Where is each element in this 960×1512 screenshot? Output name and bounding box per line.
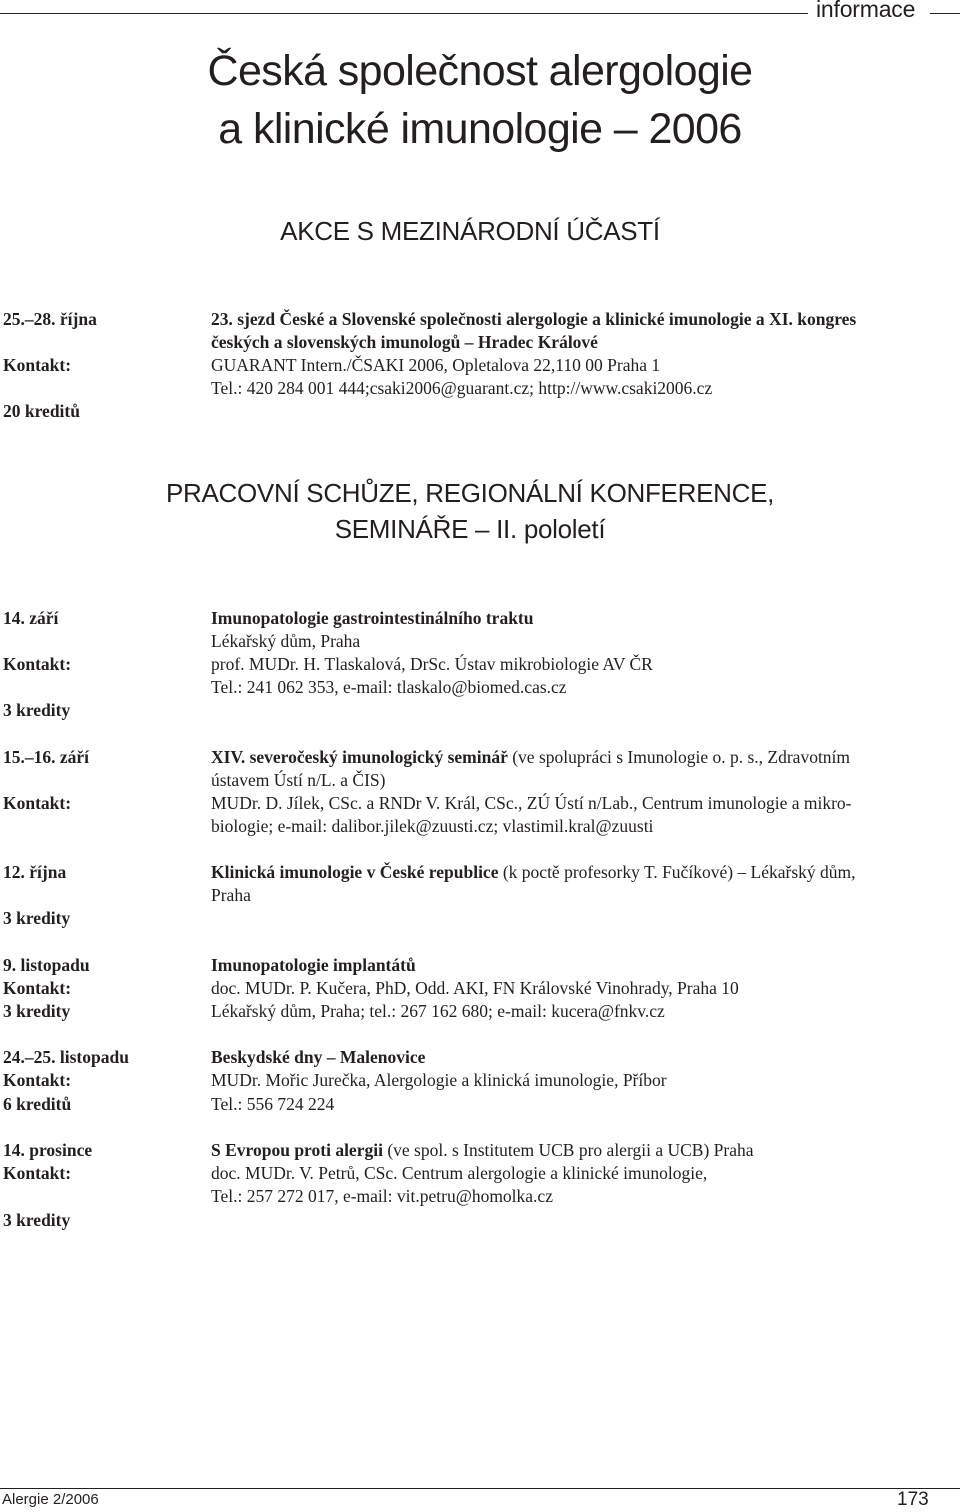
contact-details: Tel.: 420 284 001 444;csaki2006@guarant.cz; http://www.csaki2006.cz	[211, 378, 713, 398]
contact-details: Tel.: 556 724 224	[211, 1094, 335, 1114]
event-title: Beskydské dny – Malenovice	[211, 1047, 426, 1067]
event-title: Imunopatologie gastrointestinálního traktu	[211, 608, 534, 628]
contact-person: doc. MUDr. P. Kučera, PhD, Odd. AKI, FN Královské Vinohrady, Praha 10	[211, 978, 739, 998]
header-rule	[0, 13, 808, 14]
event-title-detail: (k poctě profesorky T. Fučíkové) – Lékařský dům,	[498, 862, 856, 882]
credits: 3 kredity	[3, 1210, 71, 1230]
section-heading-line-2: SEMINÁŘE – II. pololetí	[334, 514, 606, 544]
event-title-continued: českých a slovenských imunologů – Hradec Králové	[211, 332, 598, 352]
contact-label: Kontakt:	[3, 1070, 72, 1090]
footer-rule	[0, 1488, 960, 1489]
contact-label: Kontakt:	[3, 978, 72, 998]
event-title: XIV. severočeský imunologický seminář	[211, 747, 508, 767]
credits: 3 kredity	[3, 700, 71, 720]
page-title-line-2: a klinické imunologie – 2006	[218, 105, 742, 153]
contact-person: MUDr. D. Jílek, CSc. a RNDr V. Král, CSc., ZÚ Ústí n/Lab., Centrum imunologie a mikro-	[211, 793, 852, 813]
section-heading-international: AKCE S MEZINÁRODNÍ ÚČASTÍ	[280, 216, 660, 246]
event-place: Praha	[211, 885, 251, 905]
credits: 3 kredity	[3, 1001, 71, 1021]
contact-person: MUDr. Mořic Jurečka, Alergologie a klinická imunologie, Příbor	[211, 1070, 667, 1090]
event-title-detail: (ve spolupráci s Imunologie o. p. s., Zdravotním	[507, 747, 851, 767]
contact-label: Kontakt:	[3, 793, 72, 813]
contact-label: Kontakt:	[3, 355, 72, 375]
event-title: S Evropou proti alergii	[211, 1140, 383, 1160]
credits: 3 kredity	[3, 908, 71, 928]
section-heading-regional	[0, 475, 940, 547]
section-tag: informace	[816, 0, 916, 22]
contact-label: Kontakt:	[3, 1163, 72, 1183]
credits: 6 kreditů	[3, 1094, 72, 1114]
event-title-detail: (ve spol. s Institutem UCB pro alergii a UCB) Praha	[382, 1140, 754, 1160]
contact-details: Tel.: 257 272 017, e-mail: vit.petru@homolka.cz	[211, 1186, 553, 1206]
event-date: 9. listopadu	[3, 955, 90, 975]
event-date: 14. prosince	[3, 1140, 93, 1160]
event-place: Lékařský dům, Praha	[211, 631, 361, 651]
event-title: Imunopatologie implantátů	[211, 955, 416, 975]
contact-details: biologie; e-mail: dalibor.jilek@zuusti.cz; vlastimil.kral@zuusti	[211, 816, 654, 836]
event-title-continued: ústavem Ústí n/L. a ČIS)	[211, 770, 386, 790]
event-date: 12. října	[3, 862, 67, 882]
page-number: 173	[897, 1489, 929, 1510]
contact-person: doc. MUDr. V. Petrů, CSc. Centrum alergologie a klinické imunologie,	[211, 1163, 708, 1183]
contact-details: Tel.: 241 062 353, e-mail: tlaskalo@biomed.cas.cz	[211, 677, 567, 697]
section-heading-line-1: PRACOVNÍ SCHŮZE, REGIONÁLNÍ KONFERENCE,	[165, 478, 775, 508]
event-date: 15.–16. září	[3, 747, 90, 767]
contact-label: Kontakt:	[3, 654, 72, 674]
event-title: 23. sjezd České a Slovenské společnosti alergologie a klinické imunologie a XI. kongres	[211, 309, 857, 329]
header-rule-right	[930, 13, 960, 14]
journal-issue: Alergie 2/2006	[2, 1491, 99, 1508]
contact-details: Lékařský dům, Praha; tel.: 267 162 680; e-mail: kucera@fnkv.cz	[211, 1001, 665, 1021]
event-date: 25.–28. října	[3, 309, 97, 329]
contact-address: GUARANT Intern./ČSAKI 2006, Opletalova 22,110 00 Praha 1	[211, 355, 661, 375]
event-date: 24.–25. listopadu	[3, 1047, 129, 1067]
contact-person: prof. MUDr. H. Tlaskalová, DrSc. Ústav mikrobiologie AV ČR	[211, 654, 653, 674]
page-title	[0, 42, 960, 158]
event-date: 14. září	[3, 608, 59, 628]
event-title: Klinická imunologie v České republice	[211, 862, 499, 882]
page-title-line-1: Česká společnost alergologie	[207, 47, 753, 95]
credits: 20 kreditů	[3, 401, 80, 421]
